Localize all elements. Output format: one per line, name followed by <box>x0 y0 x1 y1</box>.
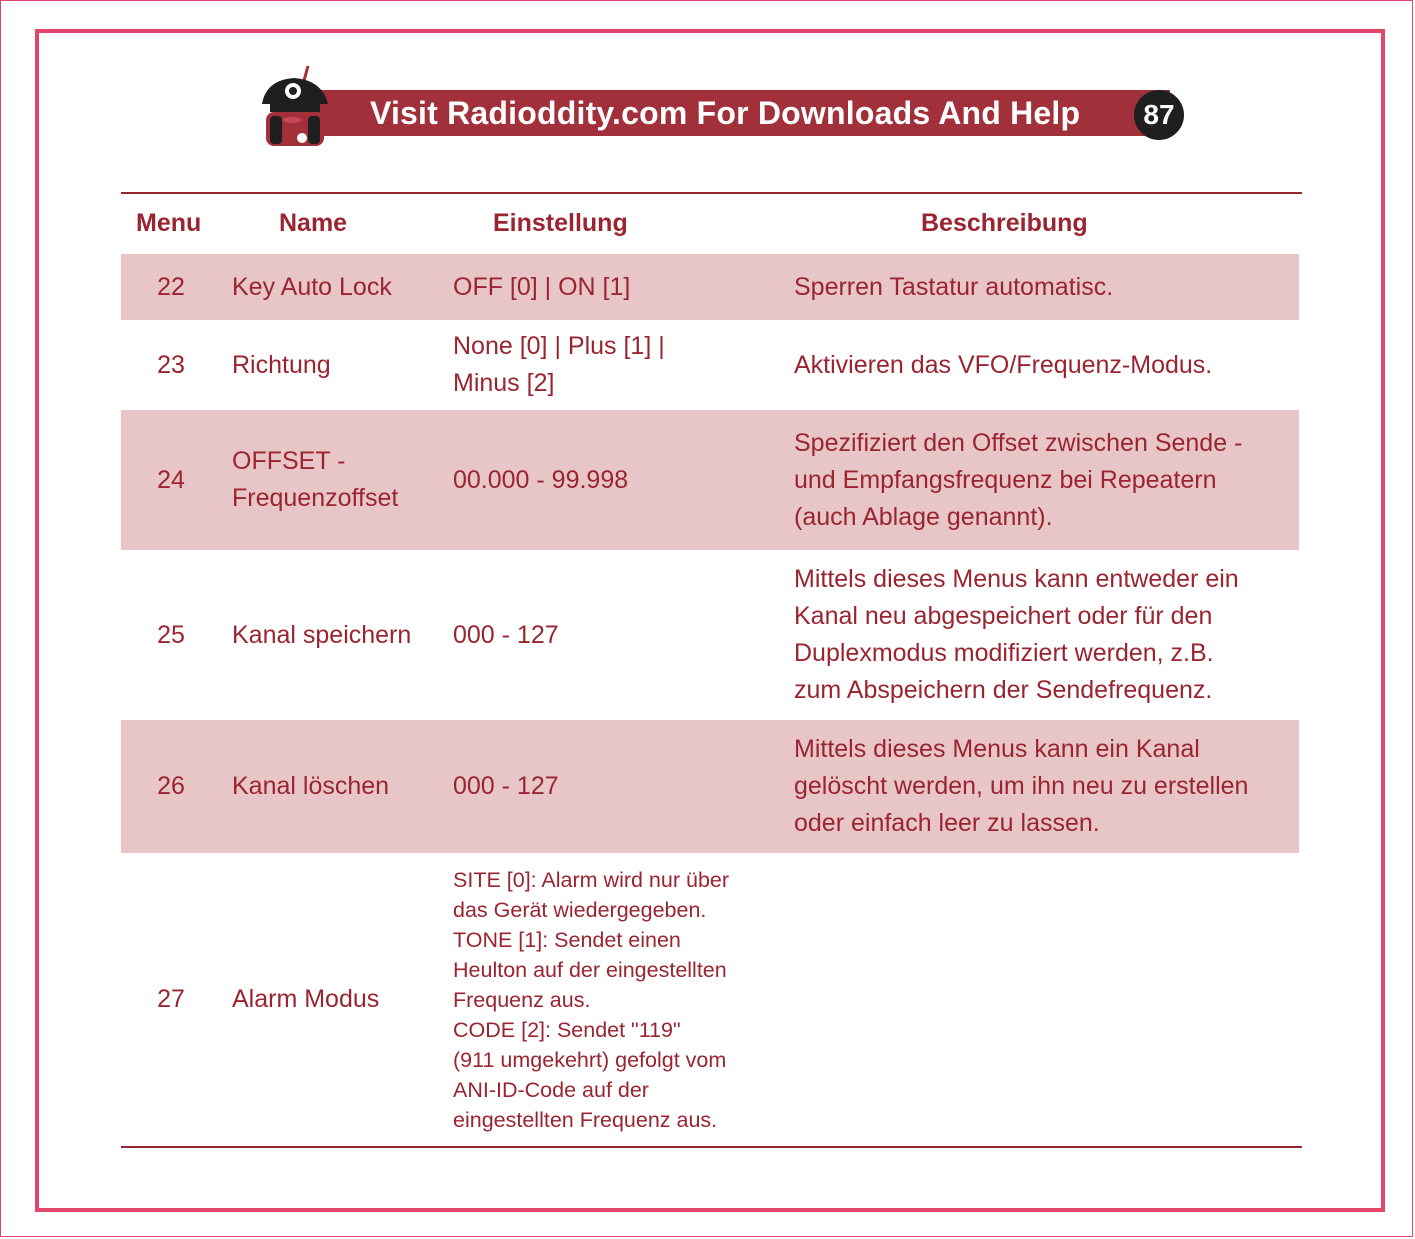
menu-description: Mittels dieses Menus kann entweder ein Kanal neu abgespeichert oder für den Duplexmodus modifiziert werden, z.B. zum Abspeichern der Sendefrequenz. <box>794 565 1239 704</box>
menu-setting: 00.000 - 99.998 <box>453 465 629 494</box>
radioddity-mascot-icon <box>256 62 336 150</box>
table-row <box>121 720 1299 853</box>
menu-setting: SITE [0]: Alarm wird nur über das Gerät wiedergegeben. TONE [1]: Sendet einen Heulton auf der eingestellten Frequenz aus. CODE [2]: Sendet "119" (911 umgekehrt) gefolgt vom ANI-ID-Code auf der eingestellten Frequenz aus. <box>453 867 730 1132</box>
table-row <box>121 254 1299 320</box>
menu-name: Richtung <box>232 350 331 379</box>
menu-setting: None [0] | Plus [1] | Minus [2] <box>453 332 665 397</box>
menu-description: Mittels dieses Menus kann ein Kanal gelöscht werden, um ihn neu zu erstellen oder einfach leer zu lassen. <box>794 735 1249 837</box>
table-row <box>121 853 1299 1146</box>
menu-number: 25 <box>157 620 185 649</box>
menu-number: 23 <box>157 350 185 379</box>
column-header-setting: Einstellung <box>493 209 628 237</box>
menu-description <box>794 853 1294 1146</box>
table-header <box>121 195 1299 251</box>
table-row <box>121 410 1299 550</box>
menu-number: 27 <box>157 985 185 1013</box>
menu-description: Spezifiziert den Offset zwischen Sende - und Empfangsfrequenz bei Repeatern (auch Ablage genannt). <box>794 428 1243 531</box>
table-top-rule <box>121 192 1302 194</box>
menu-description: Sperren Tastatur automatisc. <box>794 272 1114 301</box>
menu-name: Kanal löschen <box>232 772 390 800</box>
column-header-description: Beschreibung <box>921 209 1088 237</box>
menu-name: Key Auto Lock <box>232 272 392 301</box>
menu-setting: OFF [0] | ON [1] <box>453 272 631 301</box>
column-header-menu: Menu <box>136 209 202 237</box>
page-number-badge: 87 <box>1134 90 1184 140</box>
menu-name: Alarm Modus <box>232 985 380 1013</box>
menu-description: Aktivieren das VFO/Frequenz-Modus. <box>794 350 1213 379</box>
column-header-name: Name <box>279 209 348 237</box>
menu-setting: 000 - 127 <box>453 620 559 649</box>
menu-name: OFFSET - Frequenzoffset <box>232 447 399 512</box>
menu-number: 24 <box>157 465 185 494</box>
table-row <box>121 320 1299 410</box>
header-banner-text[interactable]: Visit Radioddity.com For Downloads And Help <box>370 95 1081 131</box>
table-row <box>121 550 1299 720</box>
table-bottom-rule <box>121 1146 1302 1148</box>
menu-name: Kanal speichern <box>232 620 412 649</box>
menu-setting: 000 - 127 <box>453 772 559 800</box>
menu-number: 22 <box>157 272 185 301</box>
menu-number: 26 <box>157 772 185 800</box>
